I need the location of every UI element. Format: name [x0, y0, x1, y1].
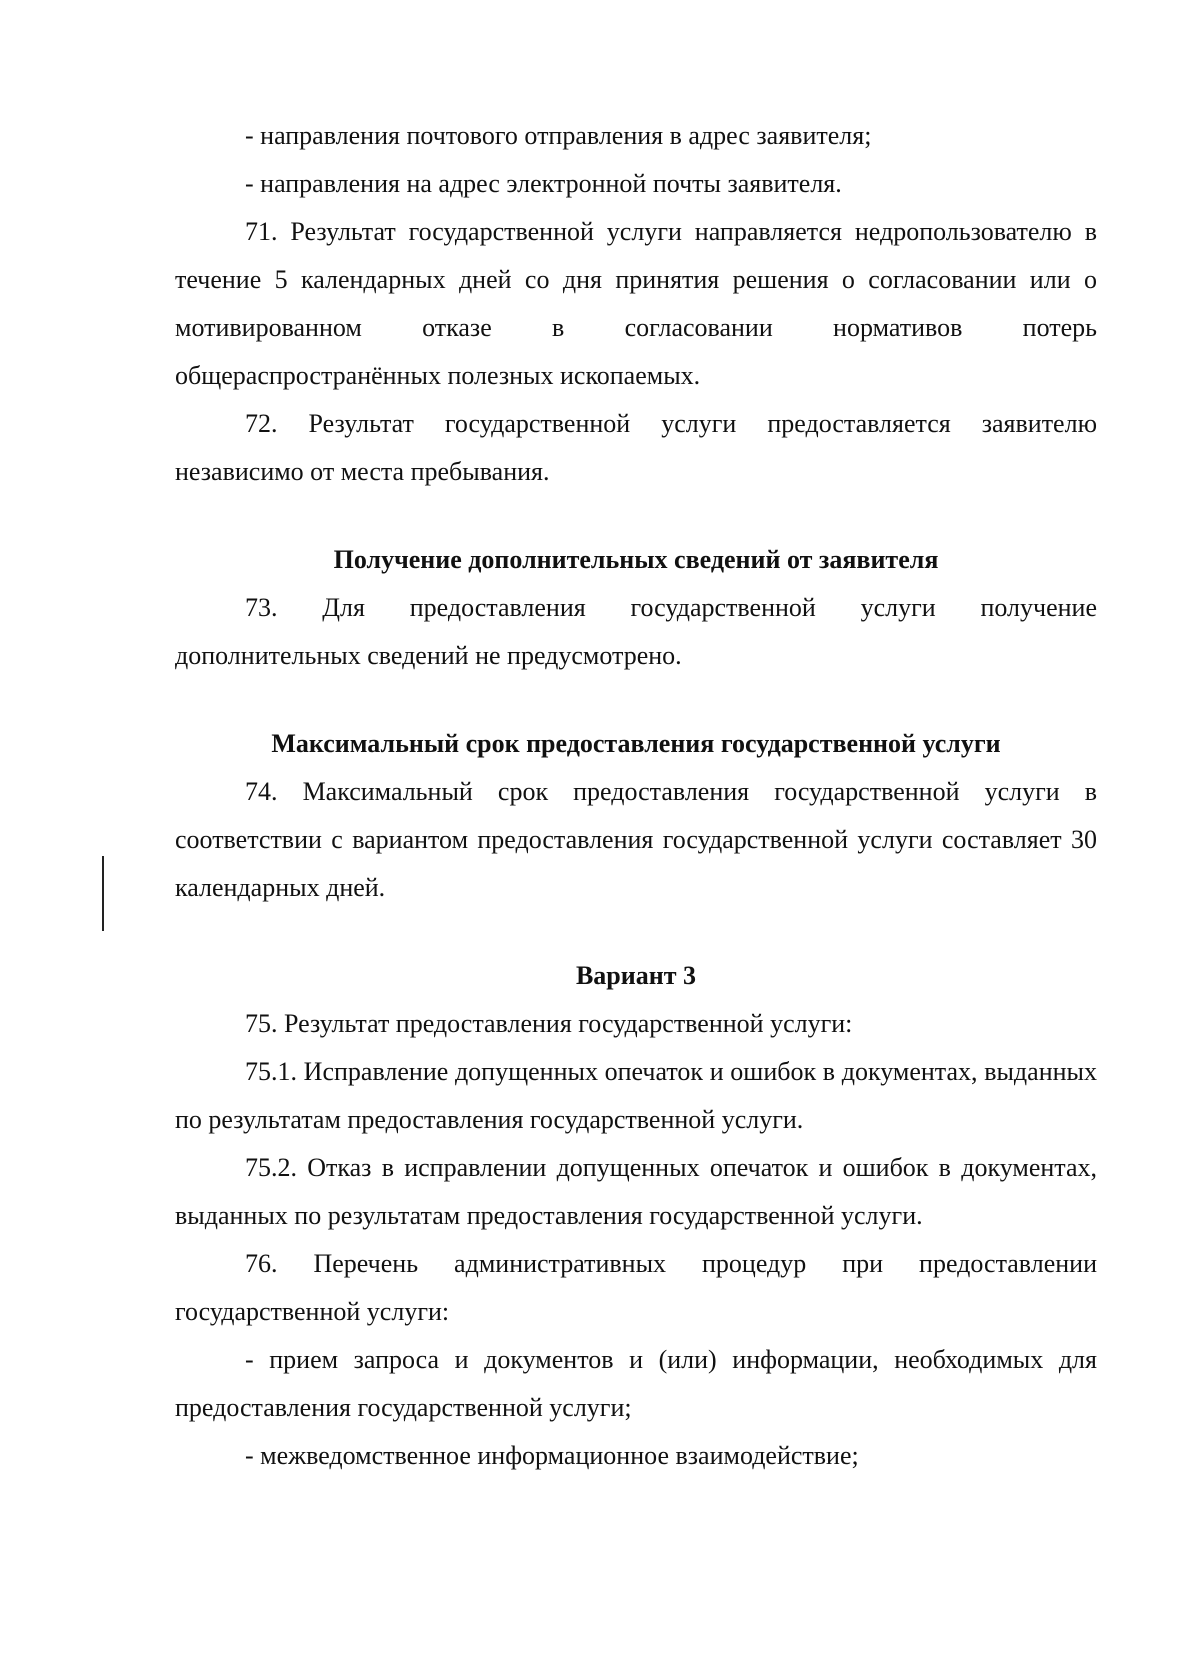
paragraph-76: 76. Перечень административных процедур при предоставлении государственной услуги: — [175, 1249, 1097, 1326]
document-body — [175, 112, 1097, 1480]
paragraph-75: 75. Результат предоставления государственной услуги: — [245, 1009, 853, 1038]
list-item-interagency: - межведомственное информационное взаимодействие; — [245, 1441, 859, 1470]
paragraph-71: 71. Результат государственной услуги направляется недропользователю в течение 5 календарных дней со дня принятия решения о согласовании или о мотивированном отказе в согласовании нормативов потерь общераспространённых полезных ископаемых. — [175, 217, 1097, 390]
paragraph-72: 72. Результат государственной услуги предоставляется заявителю независимо от места пребывания. — [175, 409, 1097, 486]
margin-change-bar — [102, 856, 104, 931]
section-gap — [175, 912, 1097, 952]
paragraph-73: 73. Для предоставления государственной услуги получение дополнительных сведений не предусмотрено. — [175, 593, 1097, 670]
paragraph-74: 74. Максимальный срок предоставления государственной услуги в соответствии с вариантом предоставления государственной услуги составляет 30 календарных дней. — [175, 777, 1097, 902]
section-gap — [175, 680, 1097, 720]
list-item-postal: - направления почтового отправления в адрес заявителя; — [245, 121, 872, 150]
list-item-request-intake: - прием запроса и документов и (или) информации, необходимых для предоставления государственной услуги; — [175, 1345, 1097, 1422]
section-gap — [175, 496, 1097, 536]
paragraph-75-1: 75.1. Исправление допущенных опечаток и ошибок в документах, выданных по результатам предоставления государственной услуги. — [175, 1057, 1097, 1134]
paragraph-75-2: 75.2. Отказ в исправлении допущенных опечаток и ошибок в документах, выданных по результатам предоставления государственной услуги. — [175, 1153, 1097, 1230]
heading-max-term: Максимальный срок предоставления государственной услуги — [271, 729, 1001, 758]
heading-additional-info: Получение дополнительных сведений от заявителя — [333, 545, 939, 574]
heading-variant-3: Вариант 3 — [575, 961, 697, 990]
list-item-email: - направления на адрес электронной почты заявителя. — [245, 169, 842, 198]
